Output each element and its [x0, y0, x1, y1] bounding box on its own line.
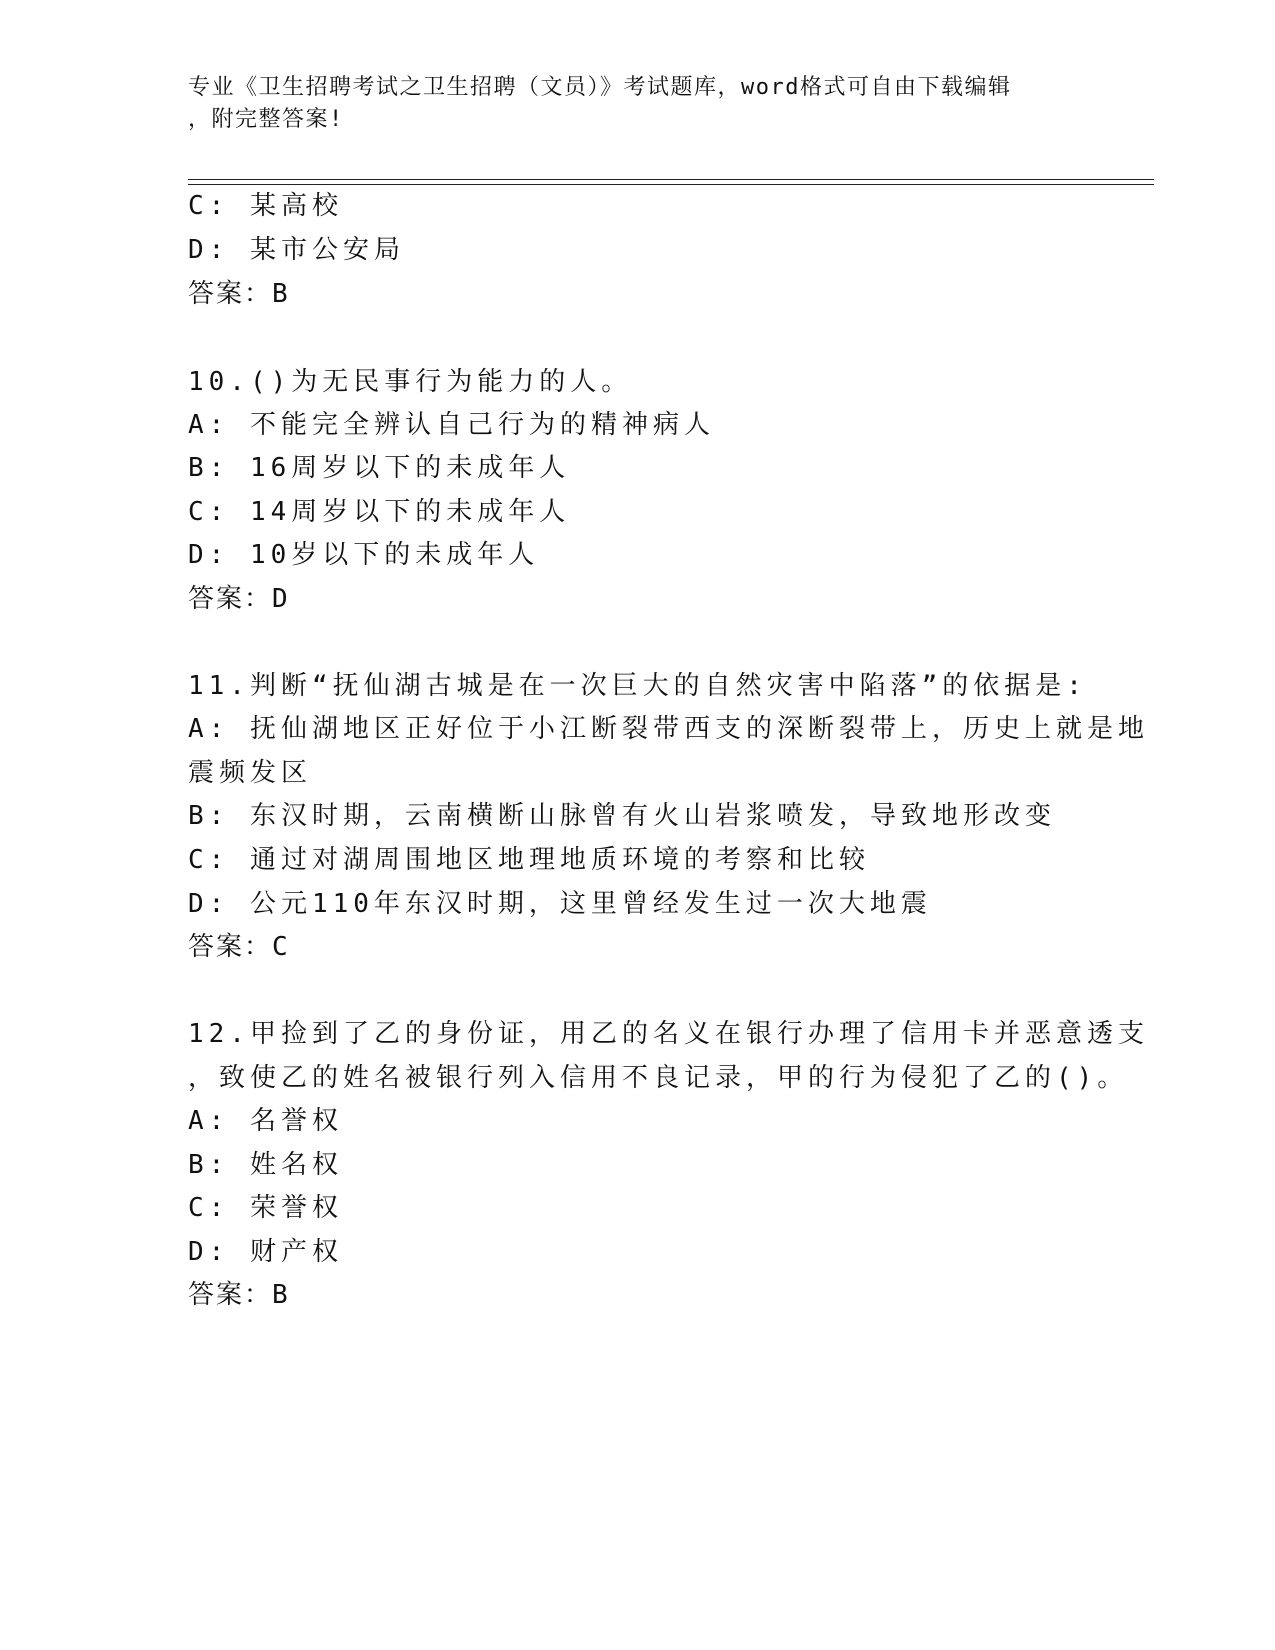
carryover-option-c: C: 某高校 — [188, 191, 343, 221]
question-10-answer: 答案：D — [188, 584, 290, 614]
question-12-option-d: D: 财产权 — [188, 1237, 343, 1267]
question-12-option-c: C: 荣誉权 — [188, 1193, 343, 1223]
question-12-option-b: B: 姓名权 — [188, 1150, 343, 1180]
question-11-option-c: C: 通过对湖周围地区地理地质环境的考察和比较 — [188, 845, 870, 875]
header-divider-top — [188, 179, 1154, 180]
question-12-stem-line-1: 12.甲捡到了乙的身份证，用乙的名义在银行办理了信用卡并恶意透支 — [188, 1019, 1149, 1049]
question-10-option-a: A: 不能完全辨认自己行为的精神病人 — [188, 410, 715, 440]
header-title-line: 专业《卫生招聘考试之卫生招聘（文员）》考试题库，word格式可自由下载编辑 — [188, 75, 1012, 100]
question-11-option-a-continued: 震频发区 — [188, 758, 313, 788]
question-12-answer: 答案：B — [188, 1280, 290, 1310]
header-subtitle-line: ，附完整答案! — [188, 107, 344, 132]
question-11-option-d: D: 公元110年东汉时期，这里曾经发生过一次大地震 — [188, 889, 932, 919]
question-12-option-a: A: 名誉权 — [188, 1106, 343, 1136]
question-12-stem-line-2: ，致使乙的姓名被银行列入信用不良记录，甲的行为侵犯了乙的()。 — [188, 1063, 1129, 1093]
question-10-option-c: C: 14周岁以下的未成年人 — [188, 497, 571, 527]
carryover-option-d: D: 某市公安局 — [188, 235, 405, 265]
question-11-option-a: A: 抚仙湖地区正好位于小江断裂带西支的深断裂带上，历史上就是地 — [188, 714, 1149, 744]
question-10-option-d: D: 10岁以下的未成年人 — [188, 540, 540, 570]
question-11-option-b: B: 东汉时期，云南横断山脉曾有火山岩浆喷发，导致地形改变 — [188, 801, 1056, 831]
header-divider-bottom — [188, 184, 1154, 185]
question-10-stem: 10.()为无民事行为能力的人。 — [188, 367, 633, 397]
question-10-option-b: B: 16周岁以下的未成年人 — [188, 453, 571, 483]
question-11-stem: 11.判断“抚仙湖古城是在一次巨大的自然灾害中陷落”的依据是: — [188, 671, 1087, 701]
question-11-answer: 答案：C — [188, 932, 290, 962]
document-header — [188, 72, 1088, 136]
carryover-answer: 答案：B — [188, 279, 290, 309]
